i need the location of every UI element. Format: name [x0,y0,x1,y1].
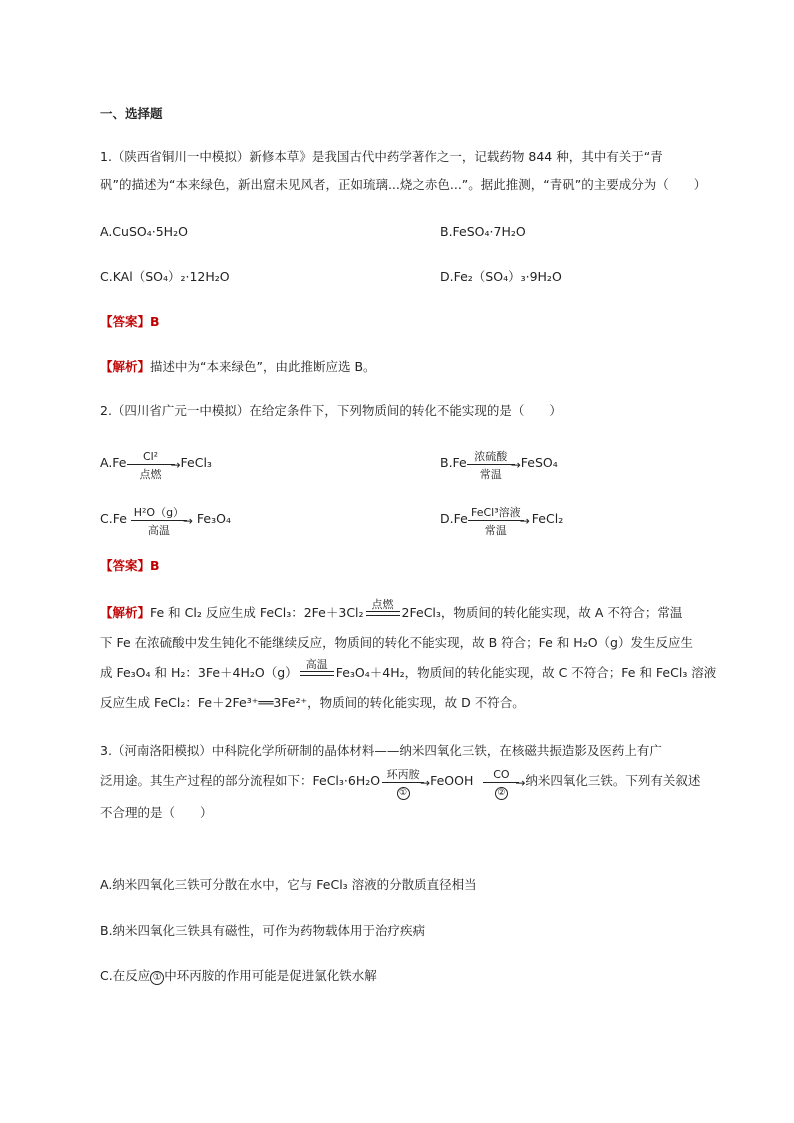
q2-option-d-condition: 常温 [484,523,507,537]
q2-option-a-reagent: Cl² [142,449,159,463]
q1-analysis-tag: 【解析】 [100,359,151,374]
q3-step2-reagent: CO [493,767,510,781]
q3-option-c-end: 中环丙胺的作用可能是促进氯化铁水解 [164,968,377,983]
q1-stem-line2: 矾”的描述为“本来绿色，新出窟未见风者，正如琉璃...烧之赤色...”。据此推测，“青矾”的主要成分为（ ） [100,177,707,192]
q2-option-b-reactant: B.Fe [440,455,467,470]
q2-option-a-reactant: A.Fe [100,455,127,470]
q2-analysis-line3-end: Fe₃O₄＋4H₂，物质间的转化能实现，故 C 不符合；Fe 和 FeCl₃ 溶液 [335,665,717,680]
q3-option-c-start: C.在反应 [100,968,151,983]
q2-analysis-line1 [100,598,683,622]
q3-option-a: A.纳米四氧化三铁可分散在水中，它与 FeCl₃ 溶液的分散质直径相当 [100,877,477,892]
q2-option-c-reactant: C.Fe [100,511,127,526]
q3-stem-line2-end: 纳米四氧化三铁。下列有关叙述 [525,773,701,788]
q1-answer [100,313,160,331]
q2-stem: 2.（四川省广元一中模拟）在给定条件下，下列物质间的转化不能实现的是（ ） [100,403,562,418]
q1-analysis-text: 描述中为“本来绿色”，由此推断应选 B。 [150,359,376,374]
q2-option-a-condition: 点燃 [139,467,162,481]
q2-analysis-condition-1: 点燃 [371,598,394,611]
q3-step1-number: ① [397,787,410,800]
q2-analysis-equals-2 [300,658,334,676]
q2-analysis-condition-2: 高温 [305,658,328,671]
q2-option-a [100,449,212,481]
q1-analysis [100,358,376,376]
q3-stem-line2 [100,767,701,798]
q1-stem-line1: 1.（陕西省铜川一中模拟）新修本草》是我国古代中药学著作之一，记载药物 844 种，其中有关于“青 [100,149,663,164]
q2-analysis-line4: 反应生成 FeCl₂：Fe＋2Fe³⁺══3Fe²⁺，物质间的转化能实现，故 D 不符合。 [100,695,525,710]
q1-option-b: B.FeSO₄·7H₂O [440,224,526,239]
q3-step2-arrow: CO → ② [483,781,519,783]
q2-answer-value: B [150,558,160,573]
q2-analysis-line1-end: 2FeCl₃，物质间的转化能实现，故 A 不符合；常温 [401,605,683,620]
q2-option-b-condition: 常温 [479,467,502,481]
q3-option-b: B.纳米四氧化三铁具有磁性，可作为药物载体用于治疗疾病 [100,923,426,938]
q2-analysis-line2: 下 Fe 在浓硫酸中发生钝化不能继续反应，物质间的转化不能实现，故 B 符合；Fe 和 H₂O（g）发生反应生 [100,635,693,650]
q2-option-c-arrow: H²O（g） → 高温 [131,519,187,521]
section-title: 一、选择题 [100,106,163,121]
q2-option-d [440,505,564,537]
q2-analysis-line3-start: 成 Fe₃O₄ 和 H₂：3Fe＋4H₂O（g） [100,665,298,680]
q2-option-b-reagent: 浓硫酸 [474,449,508,463]
q2-option-b [440,449,558,481]
q2-option-a-product: FeCl₃ [180,455,212,470]
q2-option-d-reagent: FeCl³溶液 [470,505,521,519]
q1-answer-tag: 【答案】 [100,314,151,329]
q2-analysis-equals-1 [366,598,400,616]
q2-option-d-product: FeCl₂ [531,511,564,526]
q1-option-a: A.CuSO₄·5H₂O [100,224,188,239]
q1-option-c: C.KAl（SO₄）₂·12H₂O [100,269,230,284]
q2-option-c [100,505,231,537]
q3-stem-line1: 3.（河南洛阳模拟）中科院化学所研制的晶体材料——纳米四氧化三铁，在核磁共振造影及医药上有广 [100,743,662,758]
q3-step1-reagent: 环丙胺 [386,767,420,781]
q3-step2-number: ② [495,787,508,800]
q2-analysis-line3 [100,658,717,682]
q2-answer-tag: 【答案】 [100,558,151,573]
q2-option-b-product: FeSO₄ [520,455,558,470]
q3-step1-arrow: 环丙胺 → ① [382,781,424,783]
q2-analysis-line1-start: Fe 和 Cl₂ 反应生成 FeCl₃：2Fe＋3Cl₂ [150,605,364,620]
q3-option-c [100,967,377,985]
q1-answer-value: B [150,314,160,329]
q3-reactant: 泛用途。其生产过程的部分流程如下：FeCl₃·6H₂O [100,773,381,788]
q2-answer [100,557,160,575]
q2-option-d-reactant: D.Fe [440,511,468,526]
q2-option-c-product: Fe₃O₄ [196,511,231,526]
q2-option-c-condition: 高温 [147,523,170,537]
q2-option-c-reagent: H²O（g） [133,505,185,519]
q3-option-c-number: ① [150,971,164,985]
q1-option-d: D.Fe₂（SO₄）₃·9H₂O [440,269,562,284]
q2-analysis-tag: 【解析】 [100,605,151,620]
q2-option-b-arrow: 浓硫酸 → 常温 [467,463,515,465]
q3-stem-line3: 不合理的是（ ） [100,805,213,820]
q2-option-d-arrow: FeCl³溶液 → 常温 [468,519,524,521]
q2-option-a-arrow: Cl² → 点燃 [127,463,175,465]
q3-intermediate: FeOOH [430,773,474,788]
